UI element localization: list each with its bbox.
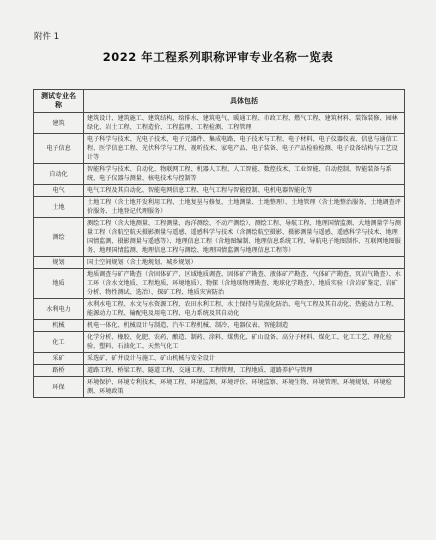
table-row — [34, 134, 405, 164]
row-content: 采选矿、矿井设计与施工、矿山机械与安全设计 — [84, 353, 405, 365]
row-content: 电子科学与技术、光电子技术、电子元器件、集成电路、电子技术与工程、电子材料、电子仪器仪表、信息与通信工程、医学信息工程、光伏科学与工程、视听技术、家电产品、电子装备、电子产品检验检测、电子设备结构与工艺设计等 — [84, 134, 405, 164]
table-row — [34, 164, 405, 185]
header-content: 具体包括 — [84, 90, 405, 113]
row-content: 水利水电工程、水文与水资源工程、农田水利工程、水土保持与荒漠化防治、电气工程及其自动化、热能动力工程、能源动力工程、输配电及用电工程、电力系统及其自动化 — [84, 299, 405, 320]
row-category: 路桥 — [34, 365, 84, 377]
table-row — [34, 332, 405, 353]
row-category: 机械 — [34, 320, 84, 332]
row-content: 机电一体化、机械设计与制造、汽车工程机械、制冷、电器仪表、智能制造 — [84, 320, 405, 332]
row-content: 电气工程及其自动化、智能电网信息工程、电气工程与智能控制、电机电器智能化等 — [84, 185, 405, 197]
row-content: 化学分析、橡胶、化肥、农药、酿造、制药、涂料、煤焦化、矿山设备、高分子材料、煤化工、化工工艺、理化检验、塑料、石油化工、天然气化工 — [84, 332, 405, 353]
row-content: 土地工程（含土地开发利用工程、土地复垦与修复、土地测量、土地整理）、土地管理（含土地整治服务、土地调查评价服务、土地登记代理服务） — [84, 197, 405, 218]
row-content: 道路工程、桥梁工程、隧道工程、交通工程、工程管理、工程地质、道路养护与管理 — [84, 365, 405, 377]
table-row — [34, 269, 405, 299]
row-category: 环保 — [34, 377, 84, 398]
table-row — [34, 377, 405, 398]
row-category: 规划 — [34, 257, 84, 269]
table-row — [34, 365, 405, 377]
header-category: 测试专业名 称 — [34, 90, 84, 113]
row-category: 电气 — [34, 185, 84, 197]
attachment-label: 附件 1 — [34, 32, 60, 42]
row-content: 国土空间规划（含土地规划、城乡规划） — [84, 257, 405, 269]
row-content: 环境保护、环境专利技术、环境工程、环境监测、环境评价、环境监察、环境生物、环境管理、环境规划、环境检测、环境政策 — [84, 377, 405, 398]
row-category: 自动化 — [34, 164, 84, 185]
row-content: 测绘工程（含大地测量、工程测量、海洋测绘、不动产测绘）、测绘工程、导航工程、地理国情监测、大地测量学与测量工程（含航空航天摄影测量与遥感、遥感科学与技术（含测绘航空摄影、摄影测量与遥感、遥感科学与技术、地理国情监测、摄影测量与遥感等）、地理信息工程（含地图编制、地理信息系统工程、导航电子地图制作、互联网地图服务、地理国情监测、地理信息工程与测绘、地理国情监测与地理信息工程等） — [84, 218, 405, 257]
row-category: 测绘 — [34, 218, 84, 257]
table-row — [34, 353, 405, 365]
row-category: 地质 — [34, 269, 84, 299]
table-row — [34, 320, 405, 332]
table-header-row — [34, 90, 405, 113]
row-content: 地质调查与矿产勘查（含固体矿产、区域地质调查、固体矿产勘查、液体矿产勘查、气体矿产勘查、页岩气勘查）、水工环（含水文地质、工程地质、环境地质）、物探（含地球物理勘查、地球化学勘查）、地质实验（含岩矿鉴定、岩矿分析、物性测试、选冶）、探矿工程、地质灾害防治 — [84, 269, 405, 299]
row-category: 建筑 — [34, 113, 84, 134]
row-content: 建筑设计、建筑施工、建筑结构、给排水、建筑电气、暖通工程、市政工程、燃气工程、建筑材料、装饰装修、园林绿化、岩土工程、工程造价、工程监理、工程检测、工程管理 — [84, 113, 405, 134]
table-row — [34, 299, 405, 320]
row-category: 采矿 — [34, 353, 84, 365]
row-category: 化工 — [34, 332, 84, 353]
table-row — [34, 185, 405, 197]
table-row — [34, 218, 405, 257]
row-content: 智能科学与技术、自动化、物联网工程、机器人工程、人工智能、数控技术、工业智能、自动控制、智能装备与系统、电子仪器与测量、核电技术与控制等 — [84, 164, 405, 185]
page-title: 2022 年工程系列职称评审专业名称一览表 — [102, 50, 334, 64]
table-row — [34, 113, 405, 134]
specialty-table — [33, 89, 405, 398]
row-category: 电子信息 — [34, 134, 84, 164]
table-row — [34, 197, 405, 218]
table-row — [34, 257, 405, 269]
row-category: 水利电力 — [34, 299, 84, 320]
row-category: 土地 — [34, 197, 84, 218]
